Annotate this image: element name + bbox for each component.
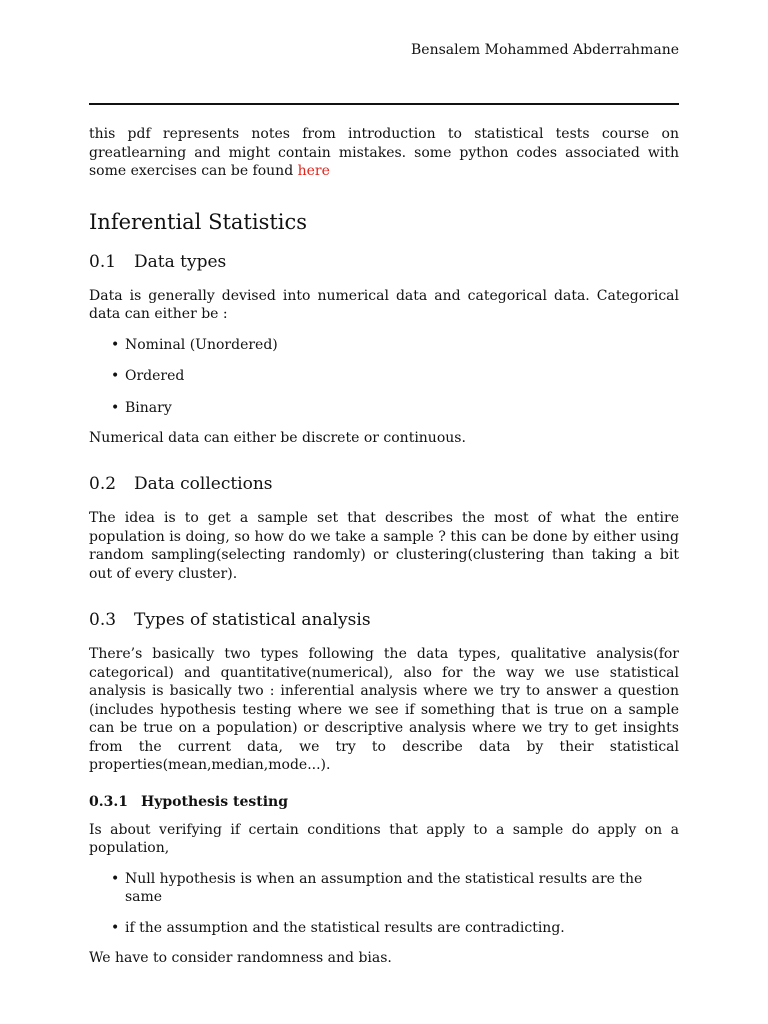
list-item <box>111 336 679 354</box>
list-item-text: Binary <box>125 399 172 416</box>
bullet-icon: • <box>111 336 120 353</box>
list-item-text: Ordered <box>125 368 185 384</box>
header-rule <box>89 103 679 105</box>
section-number: 0.3 <box>89 610 117 630</box>
data-collections-paragraph: The idea is to get a sample set that describes the most of what the entire population is doing, so how do we take a sample ? this can be done by either using random sampling(selecting randomly) or clustering(clustering than taking a bit out of every cluster). <box>89 510 679 582</box>
here-link[interactable]: here <box>297 163 330 179</box>
numerical-data-paragraph: Numerical data can either be discrete or continuous. <box>89 429 466 446</box>
author-header: Bensalem Mohammed Abderrahmane <box>411 42 679 58</box>
list-item <box>111 919 679 937</box>
section-heading-data-types <box>89 251 679 273</box>
list-item <box>111 367 679 385</box>
list-item-text: Null hypothesis is when an assumption and the statistical results are the same <box>125 870 643 905</box>
randomness-paragraph: We have to consider randomness and bias. <box>89 950 392 966</box>
list-item-text: Nominal (Unordered) <box>125 336 278 353</box>
subsection-title: Hypothesis testing <box>141 793 289 810</box>
bullet-icon: • <box>111 399 120 416</box>
hypothesis-paragraph: Is about verifying if certain conditions that apply to a sample do apply on a population, <box>89 821 679 856</box>
bullet-icon: • <box>111 368 120 384</box>
section-heading-data-collections <box>89 473 679 495</box>
subsection-heading-hypothesis <box>89 793 679 811</box>
bullet-icon: • <box>111 920 120 936</box>
data-types-paragraph: Data is generally devised into numerical data and categorical data. Categorical data can either be : <box>89 287 679 322</box>
list-item <box>111 870 679 906</box>
list-item <box>111 399 679 417</box>
intro-text: this pdf represents notes from introduction to statistical tests course on greatlearning and might contain mistakes. some python codes associated with some exercises can be found <box>89 126 679 179</box>
bullet-icon: • <box>111 870 120 887</box>
document-title: Inferential Statistics <box>89 209 308 234</box>
categorical-list <box>89 336 679 417</box>
hypothesis-list <box>89 870 679 938</box>
section-title: Data types <box>134 251 227 272</box>
section-title: Types of statistical analysis <box>134 610 371 630</box>
section-heading-types-analysis <box>89 609 679 631</box>
list-item-text: if the assumption and the statistical results are contradicting. <box>125 920 565 936</box>
intro-paragraph <box>89 125 679 181</box>
types-analysis-paragraph: There’s basically two types following the data types, qualitative analysis(for categorical) and quantitative(numerical), also for the way we use statistical analysis is basically two : inferential analysis where we try to answer a question (includes hypothesis testing where we see if something that is true on a sample can be true on a population) or descriptive analysis where we try to get insights from the current data, we try to describe data by their statistical properties(mean,median,mode...). <box>89 646 679 773</box>
section-number: 0.1 <box>89 251 117 272</box>
subsection-number: 0.3.1 <box>89 793 128 810</box>
section-number: 0.2 <box>89 474 117 494</box>
section-title: Data collections <box>134 474 273 494</box>
